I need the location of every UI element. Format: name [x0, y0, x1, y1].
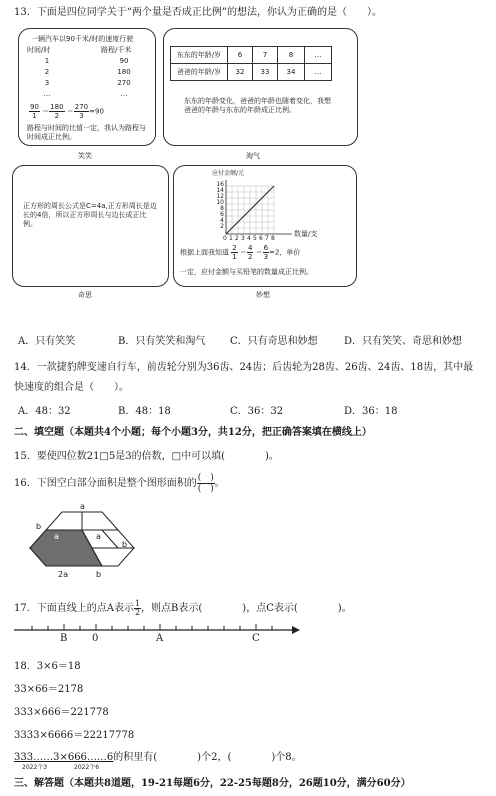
q13-option-b: B．只有笑笑和淘气 [118, 336, 206, 347]
ytick: 6 [220, 211, 224, 218]
card2-note: 东东的年龄变化，爸爸的年龄也随着变化，我想爸爸的年龄与东东的年龄成正比例。 [184, 97, 331, 114]
age-cell: … [305, 64, 332, 81]
xtick: 1 [229, 235, 233, 242]
fig-label-right-outer: b [122, 540, 128, 549]
card-xiaoxiao [18, 28, 156, 146]
card4-note: 一定，应付金额与买铅笔的数量成正比例。 [180, 268, 313, 276]
card1-equation: $\frac{90}{1}$ ＝ $\frac{180}{2}$ ＝ $\frac{270}{3}$ =90 [30, 103, 104, 120]
card1-row-1-t: 1 [44, 57, 50, 65]
card3-name: 奇思 [78, 291, 92, 299]
card1-row-3-t: 3 [44, 79, 50, 87]
xtick: 8 [271, 235, 275, 242]
card1-name: 笑笑 [78, 152, 92, 160]
fig-label-left-outer: b [36, 522, 42, 531]
fig-label-bottom: 2a [58, 570, 68, 579]
q16-text: 16．下图空白部分面积是整个图形面积的 $\frac{( )}{( )}$ 。 [14, 473, 225, 494]
ytick: 10 [216, 199, 224, 206]
age-cell: 32 [228, 64, 253, 81]
card1-col1: 时间/时 [27, 46, 51, 54]
card1-row-4-d: … [120, 90, 128, 98]
card1-col2: 路程/千米 [101, 46, 132, 54]
point-0-label: 0 [92, 633, 99, 644]
xtick: 3 [241, 235, 245, 242]
section-3-heading: 三、解答题（本题共8道题，19-21每题6分，22-25每题8分，26题10分，满分60分） [14, 778, 411, 789]
card1-heading: 一辆汽车以90千米/时的速度行驶 [31, 35, 134, 43]
q14-line1: 14．一款捷豹牌变速自行车，前齿轮分别为36齿、24齿；后齿轮为28齿、26齿、24齿、18齿，其中最 [14, 362, 474, 373]
age-table [170, 46, 332, 81]
q17-text: 17．下面直线上的点A表示 $\frac{1}{2}$ ，则点B表示( )，点C表示( )。 [14, 599, 352, 617]
xtick: 6 [259, 235, 263, 242]
ytick: 8 [220, 205, 224, 212]
table-row [171, 64, 332, 81]
xtick: 5 [253, 235, 257, 242]
q14-line2: 快速度的组合是（ ）。 [14, 382, 129, 393]
graph-ylabel: 应付金额/元 [212, 170, 245, 177]
fig-label-bottom-right: b [96, 570, 102, 579]
q14-option-a: A．48：32 [18, 406, 71, 417]
graph-xticks [223, 235, 277, 243]
age-cell: 33 [253, 64, 278, 81]
q14-option-b: B．48：18 [118, 406, 171, 417]
xtick: 4 [247, 235, 251, 242]
card1-row-3-d: 270 [117, 79, 131, 87]
card4-name: 妙想 [256, 291, 270, 299]
q18-line3: 333×666＝221778 [14, 707, 109, 718]
fig-label-right-inner: a [96, 532, 101, 541]
ytick: 4 [220, 217, 224, 224]
card2-name: 淘气 [246, 152, 260, 160]
age-cell: 爸爸的年龄/岁 [171, 64, 228, 81]
card-taoqi [163, 28, 358, 146]
card1-row-2-t: 2 [44, 68, 50, 76]
q13-stem: 13．下面是四位同学关于“两个量是否成正比例”的想法，你认为正确的是（ ）。 [14, 7, 382, 18]
q18-line2: 33×66＝2178 [14, 684, 84, 695]
age-cell: 34 [278, 64, 305, 81]
age-cell: … [305, 47, 332, 64]
q14-option-d: D．36：18 [344, 406, 398, 417]
card1-row-1-d: 90 [119, 57, 129, 65]
q14-option-c: C．36：32 [230, 406, 284, 417]
graph-xlabel: 数量/支 [294, 230, 318, 238]
xtick: 0 [223, 235, 227, 242]
q18-line4: 3333×6666＝22217778 [14, 730, 135, 741]
xtick: 7 [265, 235, 269, 242]
q18-line1: 18．3×6＝18 [14, 661, 81, 672]
ytick: 14 [216, 187, 224, 194]
age-cell: 6 [228, 47, 253, 64]
ytick: 16 [216, 181, 224, 188]
q18-sub-3: 2022个3 [22, 764, 48, 771]
q13-option-d: D．只有笑笑、奇思和妙想 [344, 336, 463, 347]
graph-yticks [216, 182, 224, 230]
price-graph [174, 166, 356, 246]
card1-note: 路程与时间的比值一定，我认为路程与时间成正比例。 [27, 124, 146, 141]
q13-option-a: A．只有笑笑 [18, 336, 76, 347]
fig-label-left-inner: a [54, 532, 59, 541]
age-cell: 8 [278, 47, 305, 64]
q13-option-c: C．只有奇思和妙想 [230, 336, 318, 347]
q18-last-line: 333……3×666……6的积里有( )个2，( )个8。 [14, 752, 302, 763]
point-b-label: B [60, 633, 68, 644]
card3-note: 正方形的周长公式是C=4a,正方形周长是边长的4倍，所以正方形周长与边长成正比例。 [23, 202, 157, 228]
point-c-label: C [252, 633, 260, 644]
card4-equation: 根据上面我知道 $\frac{2}{1}$ ＝ $\frac{4}{2}$ ＝ $\frac{6}{3}$ =2，单价 [180, 244, 301, 261]
point-a-label: A [156, 633, 164, 644]
age-cell: 7 [253, 47, 278, 64]
card1-row-4-t: … [43, 90, 51, 98]
ytick: 12 [216, 193, 224, 200]
ytick: 2 [220, 223, 224, 230]
section-2-heading: 二、填空题（本题共4个小题；每个小题3分，共12分，把正确答案填在横线上） [14, 427, 372, 438]
q18-sub-6: 2022个6 [74, 764, 100, 771]
card-miaoxiang [173, 165, 357, 287]
figure-trapezoid [18, 500, 138, 588]
card-qisi [12, 165, 169, 287]
xtick: 2 [235, 235, 239, 242]
q15-text: 15．要使四位数21□5是3的倍数，□中可以填( )。 [14, 451, 279, 462]
card1-row-2-d: 180 [117, 68, 131, 76]
age-cell: 东东的年龄/岁 [171, 47, 228, 64]
fig-label-top: a [80, 502, 85, 511]
table-row [171, 47, 332, 64]
